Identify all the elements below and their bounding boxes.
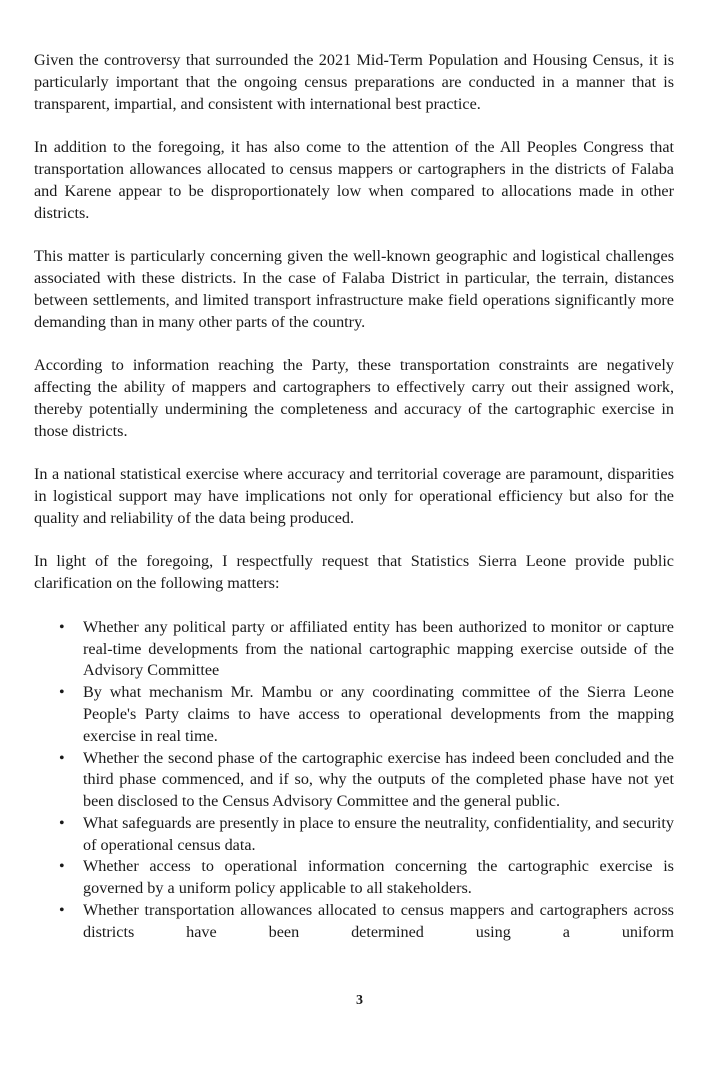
paragraph-request-clarification: In light of the foregoing, I respectfully request that Statistics Sierra Leone provide public clarification on the following matters: [34,552,674,593]
clarification-list [34,617,674,944]
document-page [34,50,674,944]
list-item [59,617,674,682]
list-item-text: Whether any political party or affiliated entity has been authorized to monitor or capture real-time developments from the national cartographic mapping exercise outside of the Advisory Committee [83,617,674,680]
paragraph-logistical-challenges: This matter is particularly concerning given the well-known geographic and logistical challenges associated with these districts. In the case of Falaba District in particular, the terrain, distances between settlements, and limited transport infrastructure make field operations significantly more demanding than in many other parts of the country. [34,247,674,331]
bullet-icon: • [59,618,65,636]
list-item [59,682,674,747]
paragraph-national-exercise: In a national statistical exercise where accuracy and territorial coverage are paramount, disparities in logistical support may have implications not only for operational efficiency but also for the quality and reliability of the data being produced. [34,465,674,527]
list-item-text: Whether the second phase of the cartographic exercise has indeed been concluded and the third phase commenced, and if so, why the outputs of the completed phase have not yet been disclosed to the Census Advisory Committee and the general public. [83,748,674,811]
list-item-text: Whether access to operational information concerning the cartographic exercise is governed by a uniform policy applicable to all stakeholders. [83,857,674,898]
bullet-icon: • [59,814,65,832]
bullet-icon: • [59,684,65,702]
list-item [59,813,674,857]
list-item [59,748,674,813]
bullet-icon: • [59,902,65,920]
list-item [59,900,674,944]
list-item-text: Whether transportation allowances allocated to census mappers and cartographers across districts have been determined using a uniform [83,901,674,941]
paragraph-transport-allowances: In addition to the foregoing, it has also come to the attention of the All Peoples Congress that transportation allowances allocated to census mappers or cartographers in the districts of Falaba and Karene appear to be disproportionately low when compared to allocations made in other districts. [34,138,674,222]
page-number: 3 [356,993,363,1008]
list-item-text: By what mechanism Mr. Mambu or any coordinating committee of the Sierra Leone People's Party claims to have access to operational developments from the mapping exercise in real time. [83,683,674,745]
bullet-icon: • [59,858,65,876]
list-item [59,856,674,900]
paragraph-party-information: According to information reaching the Party, these transportation constraints are negatively affecting the ability of mappers and cartographers to effectively carry out their assigned work, thereby potentially undermining the completeness and accuracy of the cartographic exercise in those districts. [34,356,674,440]
paragraph-census-controversy: Given the controversy that surrounded the 2021 Mid-Term Population and Housing Census, it is particularly important that the ongoing census preparations are conducted in a manner that is transparent, impartial, and consistent with international best practice. [34,51,674,113]
bullet-icon: • [59,749,65,767]
list-item-text: What safeguards are presently in place to ensure the neutrality, confidentiality, and security of operational census data. [83,813,674,854]
